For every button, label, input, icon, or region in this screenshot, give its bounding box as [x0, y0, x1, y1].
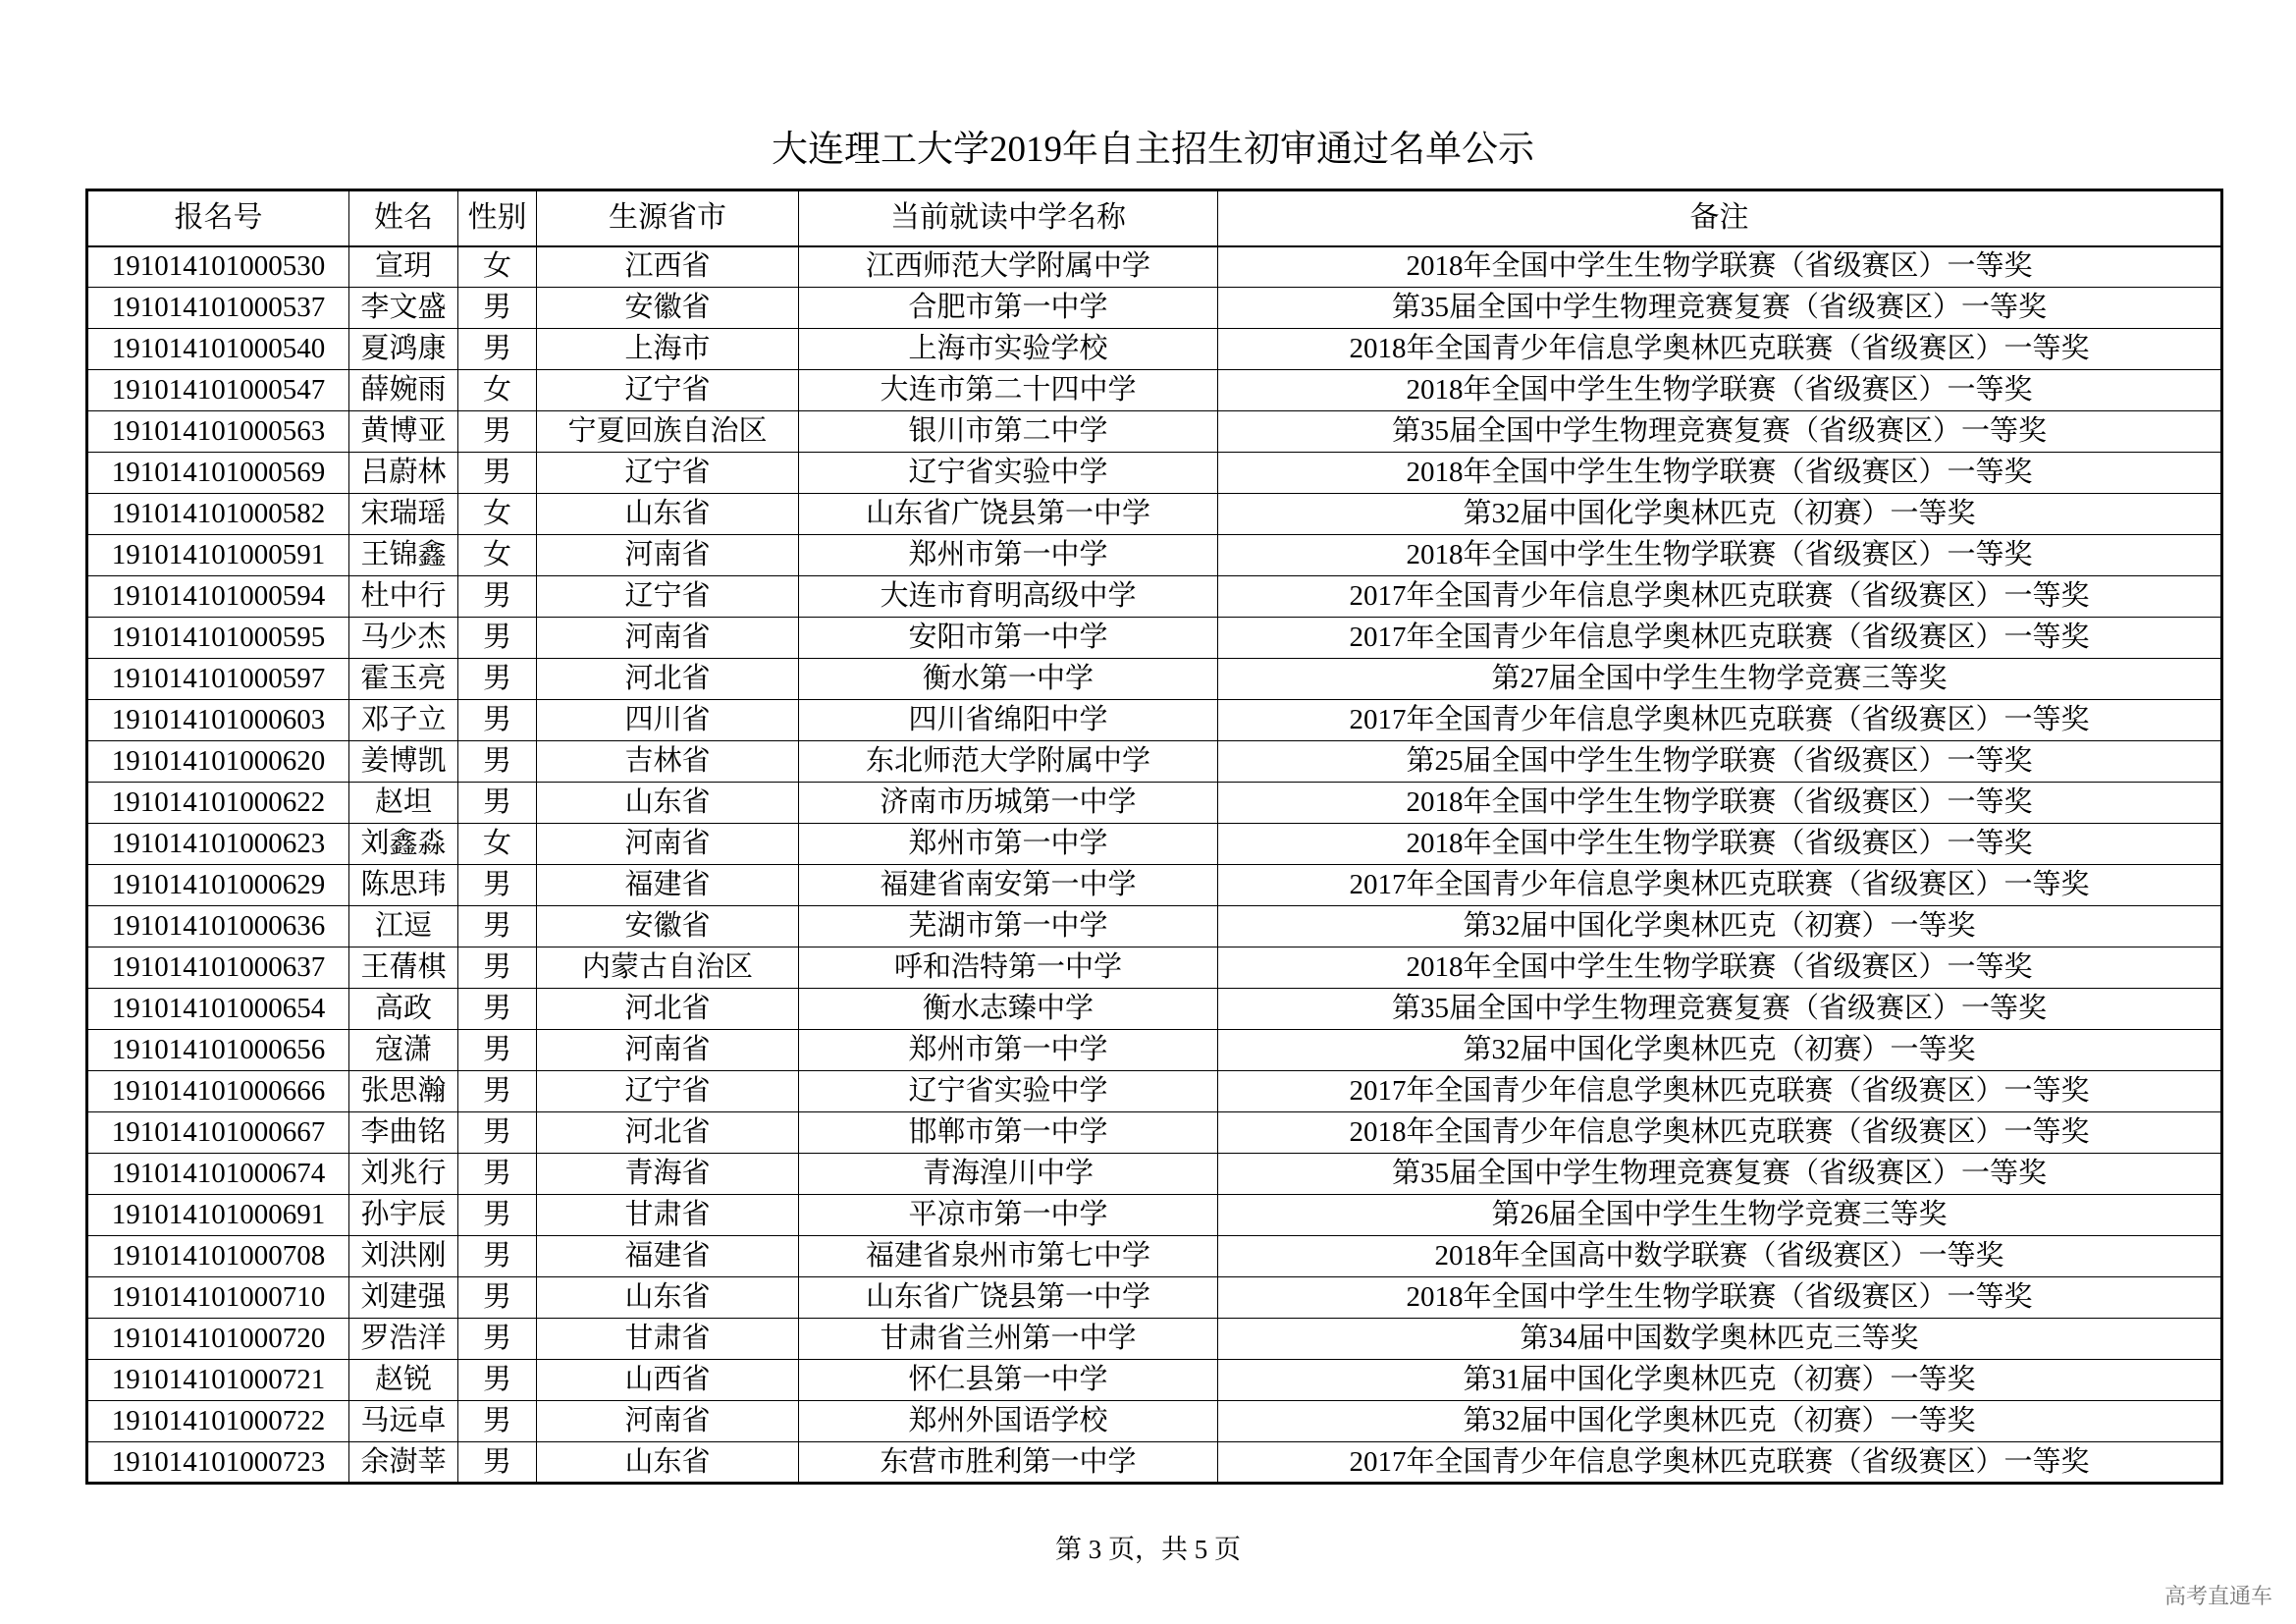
- page-number-footer: 第 3 页，共 5 页: [1055, 1535, 1241, 1564]
- province-cell: 江西省: [537, 246, 799, 288]
- school-cell: 呼和浩特第一中学: [799, 947, 1218, 989]
- registration-number-cell: 191014101000666: [87, 1071, 349, 1112]
- name-cell: 孙宇辰: [349, 1195, 458, 1236]
- school-cell: 四川省绵阳中学: [799, 700, 1218, 741]
- table-row: [87, 535, 2222, 576]
- gender-cell: 男: [458, 1360, 537, 1401]
- school-cell: 合肥市第一中学: [799, 288, 1218, 329]
- registration-number-cell: 191014101000622: [87, 783, 349, 824]
- header-registration-number: 报名号: [87, 190, 349, 246]
- registration-number-cell: 191014101000723: [87, 1442, 349, 1484]
- gender-cell: 男: [458, 618, 537, 659]
- name-cell: 吕蔚林: [349, 453, 458, 494]
- name-cell: 陈思玮: [349, 865, 458, 906]
- name-cell: 刘兆行: [349, 1154, 458, 1195]
- name-cell: 宋瑞瑶: [349, 494, 458, 535]
- remark-cell: 2018年全国中学生生物学联赛（省级赛区）一等奖: [1218, 947, 2222, 989]
- table-row: [87, 989, 2222, 1030]
- gender-cell: 女: [458, 494, 537, 535]
- province-cell: 山东省: [537, 1277, 799, 1319]
- table-row: [87, 494, 2222, 535]
- header-row: [87, 190, 2222, 246]
- remark-cell: 2018年全国高中数学联赛（省级赛区）一等奖: [1218, 1236, 2222, 1277]
- name-cell: 薛婉雨: [349, 370, 458, 411]
- table-row: [87, 947, 2222, 989]
- province-cell: 河南省: [537, 824, 799, 865]
- remark-cell: 2018年全国中学生生物学联赛（省级赛区）一等奖: [1218, 370, 2222, 411]
- gender-cell: 男: [458, 947, 537, 989]
- province-cell: 辽宁省: [537, 370, 799, 411]
- name-cell: 李文盛: [349, 288, 458, 329]
- remark-cell: 第32届中国化学奥林匹克（初赛）一等奖: [1218, 906, 2222, 947]
- table-row: [87, 1071, 2222, 1112]
- gender-cell: 男: [458, 288, 537, 329]
- registration-number-cell: 191014101000530: [87, 246, 349, 288]
- province-cell: 安徽省: [537, 906, 799, 947]
- registration-number-cell: 191014101000637: [87, 947, 349, 989]
- school-cell: 郑州外国语学校: [799, 1401, 1218, 1442]
- province-cell: 山东省: [537, 783, 799, 824]
- table-row: [87, 288, 2222, 329]
- school-cell: 济南市历城第一中学: [799, 783, 1218, 824]
- school-cell: 东北师范大学附属中学: [799, 741, 1218, 783]
- name-cell: 姜博凯: [349, 741, 458, 783]
- remark-cell: 第31届中国化学奥林匹克（初赛）一等奖: [1218, 1360, 2222, 1401]
- remark-cell: 第32届中国化学奥林匹克（初赛）一等奖: [1218, 1401, 2222, 1442]
- gender-cell: 男: [458, 1319, 537, 1360]
- table-row: [87, 618, 2222, 659]
- gender-cell: 男: [458, 1030, 537, 1071]
- remark-cell: 第32届中国化学奥林匹克（初赛）一等奖: [1218, 494, 2222, 535]
- header-school: 当前就读中学名称: [799, 190, 1218, 246]
- remark-cell: 2018年全国中学生生物学联赛（省级赛区）一等奖: [1218, 453, 2222, 494]
- registration-number-cell: 191014101000597: [87, 659, 349, 700]
- table-row: [87, 906, 2222, 947]
- gender-cell: 女: [458, 246, 537, 288]
- name-cell: 王蒨棋: [349, 947, 458, 989]
- province-cell: 甘肃省: [537, 1195, 799, 1236]
- remark-cell: 第34届中国数学奥林匹克三等奖: [1218, 1319, 2222, 1360]
- registration-number-cell: 191014101000582: [87, 494, 349, 535]
- school-cell: 大连市第二十四中学: [799, 370, 1218, 411]
- registration-number-cell: 191014101000710: [87, 1277, 349, 1319]
- school-cell: 大连市育明高级中学: [799, 576, 1218, 618]
- name-cell: 夏鸿康: [349, 329, 458, 370]
- table-row: [87, 824, 2222, 865]
- name-cell: 刘建强: [349, 1277, 458, 1319]
- name-cell: 邓子立: [349, 700, 458, 741]
- name-cell: 刘洪刚: [349, 1236, 458, 1277]
- table-row: [87, 1154, 2222, 1195]
- province-cell: 山东省: [537, 494, 799, 535]
- school-cell: 福建省南安第一中学: [799, 865, 1218, 906]
- province-cell: 福建省: [537, 865, 799, 906]
- province-cell: 辽宁省: [537, 453, 799, 494]
- gender-cell: 男: [458, 700, 537, 741]
- table-row: [87, 1195, 2222, 1236]
- remark-cell: 第32届中国化学奥林匹克（初赛）一等奖: [1218, 1030, 2222, 1071]
- registration-number-cell: 191014101000721: [87, 1360, 349, 1401]
- registration-number-cell: 191014101000563: [87, 411, 349, 453]
- table-row: [87, 1319, 2222, 1360]
- school-cell: 平凉市第一中学: [799, 1195, 1218, 1236]
- remark-cell: 2017年全国青少年信息学奥林匹克联赛（省级赛区）一等奖: [1218, 700, 2222, 741]
- gender-cell: 男: [458, 1401, 537, 1442]
- table-row: [87, 700, 2222, 741]
- name-cell: 余澍莘: [349, 1442, 458, 1484]
- table-row: [87, 1236, 2222, 1277]
- school-cell: 山东省广饶县第一中学: [799, 494, 1218, 535]
- province-cell: 山西省: [537, 1360, 799, 1401]
- name-cell: 马少杰: [349, 618, 458, 659]
- province-cell: 四川省: [537, 700, 799, 741]
- province-cell: 山东省: [537, 1442, 799, 1484]
- registration-number-cell: 191014101000656: [87, 1030, 349, 1071]
- remark-cell: 第25届全国中学生生物学联赛（省级赛区）一等奖: [1218, 741, 2222, 783]
- remark-cell: 第27届全国中学生生物学竞赛三等奖: [1218, 659, 2222, 700]
- registration-number-cell: 191014101000547: [87, 370, 349, 411]
- name-cell: 刘鑫淼: [349, 824, 458, 865]
- province-cell: 河北省: [537, 1112, 799, 1154]
- province-cell: 河南省: [537, 1030, 799, 1071]
- gender-cell: 男: [458, 865, 537, 906]
- registration-number-cell: 191014101000667: [87, 1112, 349, 1154]
- gender-cell: 男: [458, 783, 537, 824]
- table-row: [87, 576, 2222, 618]
- registration-number-cell: 191014101000620: [87, 741, 349, 783]
- remark-cell: 2017年全国青少年信息学奥林匹克联赛（省级赛区）一等奖: [1218, 618, 2222, 659]
- gender-cell: 男: [458, 989, 537, 1030]
- table-row: [87, 370, 2222, 411]
- table-row: [87, 246, 2222, 288]
- table-row: [87, 783, 2222, 824]
- province-cell: 内蒙古自治区: [537, 947, 799, 989]
- school-cell: 辽宁省实验中学: [799, 1071, 1218, 1112]
- name-cell: 张思瀚: [349, 1071, 458, 1112]
- remark-cell: 2018年全国中学生生物学联赛（省级赛区）一等奖: [1218, 535, 2222, 576]
- gender-cell: 男: [458, 1112, 537, 1154]
- registration-number-cell: 191014101000708: [87, 1236, 349, 1277]
- header-name: 姓名: [349, 190, 458, 246]
- school-cell: 邯郸市第一中学: [799, 1112, 1218, 1154]
- remark-cell: 第35届全国中学生物理竞赛复赛（省级赛区）一等奖: [1218, 288, 2222, 329]
- table-row: [87, 865, 2222, 906]
- gender-cell: 女: [458, 535, 537, 576]
- registration-number-cell: 191014101000629: [87, 865, 349, 906]
- province-cell: 宁夏回族自治区: [537, 411, 799, 453]
- registration-number-cell: 191014101000603: [87, 700, 349, 741]
- name-cell: 赵锐: [349, 1360, 458, 1401]
- province-cell: 安徽省: [537, 288, 799, 329]
- remark-cell: 2018年全国青少年信息学奥林匹克联赛（省级赛区）一等奖: [1218, 1112, 2222, 1154]
- table-body: [87, 246, 2222, 1484]
- remark-cell: 第26届全国中学生生物学竞赛三等奖: [1218, 1195, 2222, 1236]
- school-cell: 衡水第一中学: [799, 659, 1218, 700]
- table-row: [87, 1442, 2222, 1484]
- remark-cell: 2017年全国青少年信息学奥林匹克联赛（省级赛区）一等奖: [1218, 865, 2222, 906]
- table-row: [87, 329, 2222, 370]
- province-cell: 吉林省: [537, 741, 799, 783]
- province-cell: 河南省: [537, 1401, 799, 1442]
- gender-cell: 男: [458, 741, 537, 783]
- school-cell: 郑州市第一中学: [799, 1030, 1218, 1071]
- remark-cell: 2018年全国青少年信息学奥林匹克联赛（省级赛区）一等奖: [1218, 329, 2222, 370]
- name-cell: 赵坦: [349, 783, 458, 824]
- table-row: [87, 741, 2222, 783]
- registration-number-cell: 191014101000654: [87, 989, 349, 1030]
- header-remark: 备注: [1218, 190, 2222, 246]
- gender-cell: 男: [458, 1236, 537, 1277]
- school-cell: 郑州市第一中学: [799, 535, 1218, 576]
- gender-cell: 男: [458, 411, 537, 453]
- school-cell: 芜湖市第一中学: [799, 906, 1218, 947]
- table-row: [87, 1112, 2222, 1154]
- registration-number-cell: 191014101000722: [87, 1401, 349, 1442]
- gender-cell: 男: [458, 659, 537, 700]
- name-cell: 霍玉亮: [349, 659, 458, 700]
- province-cell: 河北省: [537, 989, 799, 1030]
- admission-list-table: [85, 189, 2223, 1485]
- name-cell: 寇潇: [349, 1030, 458, 1071]
- province-cell: 福建省: [537, 1236, 799, 1277]
- table-row: [87, 659, 2222, 700]
- document-title: 大连理工大学2019年自主招生初审通过名单公示: [772, 130, 1534, 170]
- remark-cell: 2017年全国青少年信息学奥林匹克联赛（省级赛区）一等奖: [1218, 1071, 2222, 1112]
- remark-cell: 2018年全国中学生生物学联赛（省级赛区）一等奖: [1218, 246, 2222, 288]
- name-cell: 杜中行: [349, 576, 458, 618]
- table-row: [87, 1360, 2222, 1401]
- school-cell: 银川市第二中学: [799, 411, 1218, 453]
- remark-cell: 2018年全国中学生生物学联赛（省级赛区）一等奖: [1218, 783, 2222, 824]
- table-row: [87, 1401, 2222, 1442]
- table-row: [87, 411, 2222, 453]
- gender-cell: 女: [458, 824, 537, 865]
- province-cell: 辽宁省: [537, 1071, 799, 1112]
- table-header: [87, 190, 2222, 246]
- gender-cell: 男: [458, 1071, 537, 1112]
- registration-number-cell: 191014101000691: [87, 1195, 349, 1236]
- gender-cell: 男: [458, 1442, 537, 1484]
- province-cell: 辽宁省: [537, 576, 799, 618]
- province-cell: 甘肃省: [537, 1319, 799, 1360]
- gender-cell: 男: [458, 329, 537, 370]
- remark-cell: 2017年全国青少年信息学奥林匹克联赛（省级赛区）一等奖: [1218, 576, 2222, 618]
- remark-cell: 第35届全国中学生物理竞赛复赛（省级赛区）一等奖: [1218, 989, 2222, 1030]
- gender-cell: 男: [458, 576, 537, 618]
- province-cell: 河北省: [537, 659, 799, 700]
- school-cell: 山东省广饶县第一中学: [799, 1277, 1218, 1319]
- school-cell: 安阳市第一中学: [799, 618, 1218, 659]
- registration-number-cell: 191014101000594: [87, 576, 349, 618]
- name-cell: 马远卓: [349, 1401, 458, 1442]
- remark-cell: 2018年全国中学生生物学联赛（省级赛区）一等奖: [1218, 824, 2222, 865]
- name-cell: 江逗: [349, 906, 458, 947]
- school-cell: 辽宁省实验中学: [799, 453, 1218, 494]
- school-cell: 江西师范大学附属中学: [799, 246, 1218, 288]
- name-cell: 宣玥: [349, 246, 458, 288]
- school-cell: 东营市胜利第一中学: [799, 1442, 1218, 1484]
- registration-number-cell: 191014101000720: [87, 1319, 349, 1360]
- remark-cell: 第35届全国中学生物理竞赛复赛（省级赛区）一等奖: [1218, 1154, 2222, 1195]
- header-gender: 性别: [458, 190, 537, 246]
- gender-cell: 女: [458, 370, 537, 411]
- watermark: 高考直通车: [2163, 1585, 2272, 1609]
- province-cell: 青海省: [537, 1154, 799, 1195]
- registration-number-cell: 191014101000569: [87, 453, 349, 494]
- province-cell: 河南省: [537, 535, 799, 576]
- remark-cell: 第35届全国中学生物理竞赛复赛（省级赛区）一等奖: [1218, 411, 2222, 453]
- name-cell: 高政: [349, 989, 458, 1030]
- gender-cell: 男: [458, 1277, 537, 1319]
- registration-number-cell: 191014101000636: [87, 906, 349, 947]
- registration-number-cell: 191014101000623: [87, 824, 349, 865]
- school-cell: 甘肃省兰州第一中学: [799, 1319, 1218, 1360]
- name-cell: 王锦鑫: [349, 535, 458, 576]
- gender-cell: 男: [458, 1195, 537, 1236]
- province-cell: 河南省: [537, 618, 799, 659]
- name-cell: 李曲铭: [349, 1112, 458, 1154]
- name-cell: 黄博亚: [349, 411, 458, 453]
- remark-cell: 2018年全国中学生生物学联赛（省级赛区）一等奖: [1218, 1277, 2222, 1319]
- header-province: 生源省市: [537, 190, 799, 246]
- registration-number-cell: 191014101000540: [87, 329, 349, 370]
- gender-cell: 男: [458, 1154, 537, 1195]
- school-cell: 郑州市第一中学: [799, 824, 1218, 865]
- school-cell: 青海湟川中学: [799, 1154, 1218, 1195]
- province-cell: 上海市: [537, 329, 799, 370]
- school-cell: 上海市实验学校: [799, 329, 1218, 370]
- registration-number-cell: 191014101000674: [87, 1154, 349, 1195]
- gender-cell: 男: [458, 453, 537, 494]
- school-cell: 怀仁县第一中学: [799, 1360, 1218, 1401]
- school-cell: 衡水志臻中学: [799, 989, 1218, 1030]
- table-row: [87, 1277, 2222, 1319]
- table-row: [87, 453, 2222, 494]
- registration-number-cell: 191014101000595: [87, 618, 349, 659]
- remark-cell: 2017年全国青少年信息学奥林匹克联赛（省级赛区）一等奖: [1218, 1442, 2222, 1484]
- gender-cell: 男: [458, 906, 537, 947]
- table-row: [87, 1030, 2222, 1071]
- name-cell: 罗浩洋: [349, 1319, 458, 1360]
- school-cell: 福建省泉州市第七中学: [799, 1236, 1218, 1277]
- registration-number-cell: 191014101000537: [87, 288, 349, 329]
- registration-number-cell: 191014101000591: [87, 535, 349, 576]
